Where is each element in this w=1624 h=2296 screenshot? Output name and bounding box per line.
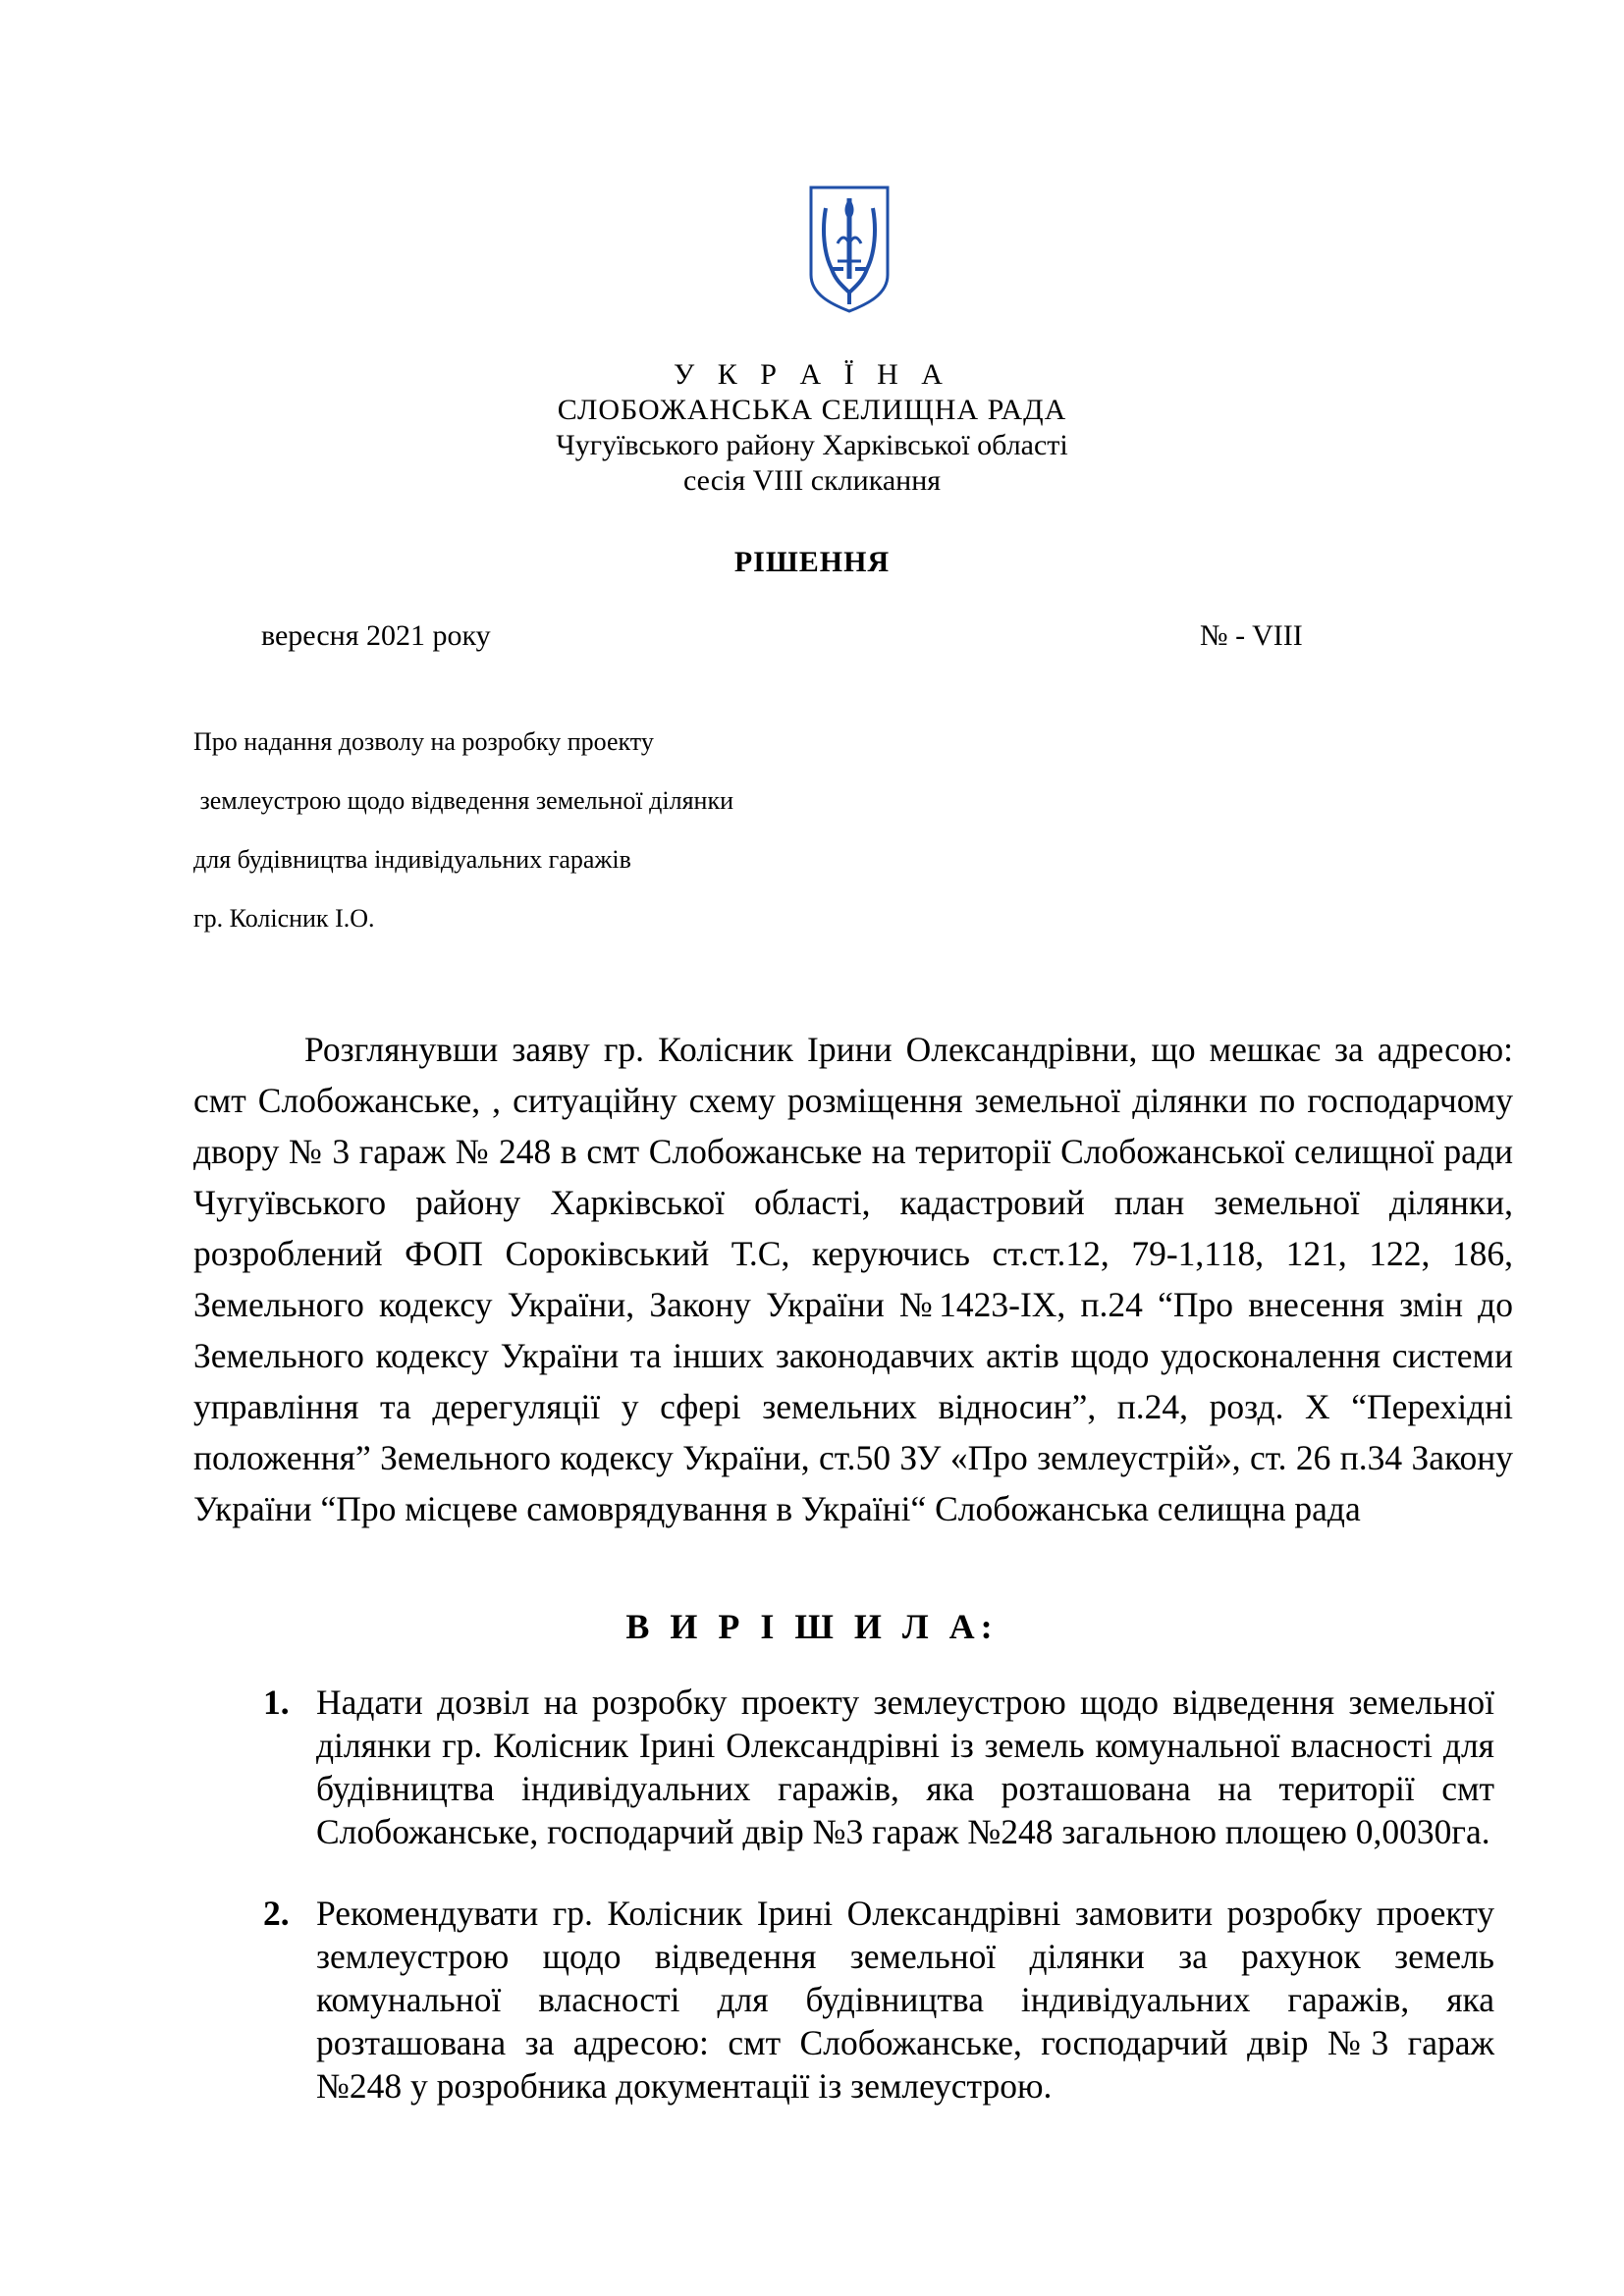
council-name: СЛОБОЖАНСЬКА СЕЛИЩНА РАДА (557, 394, 1067, 426)
district-name: Чугуївського району Харківської області (556, 429, 1068, 461)
decision-item (263, 1681, 1494, 1853)
decision-item (263, 1892, 1494, 2108)
subject-line: землеустрою щодо відведення земельної ділянки (193, 786, 733, 815)
session-info: сесія VIII скликання (682, 464, 942, 497)
subject-line: Про надання дозволу на розробку проекту (193, 727, 654, 756)
country-name: У К Р А Ї Н А (674, 358, 950, 391)
item-number: 2. (263, 1894, 290, 1933)
item-number: 1. (263, 1682, 290, 1722)
item-text: Надати дозвіл на розробку проекту землеустрою щодо відведення земельної ділянки гр. Колісник Ірині Олександрівні із земель комунальної власності для будівництва індивідуальних гаражів, яка розташована на території смт Слобожанське, господарчий двір №3 гараж №248 загальною площею 0,0030га. (316, 1682, 1494, 1851)
coat-of-arms-icon (808, 185, 891, 314)
document-number: № - VIII (1200, 619, 1303, 652)
document-date: вересня 2021 року (261, 619, 491, 652)
subject-line: гр. Колісник І.О. (193, 904, 375, 933)
preamble-paragraph: Розглянувши заяву гр. Колісник Ірини Олександрівни, що мешкає за адресою: смт Слобожанське, , ситуаційну схему розміщення земельної ділянки по господарчому двору № 3 гараж № 248 в смт Слобожанське на території Слобожанської селищної ради Чугуївського району Харківської області, кадастровий план земельної ділянки, розроблений ФОП Сороківський Т.С, керуючись ст.ст.12, 79-1,118, 121, 122, 186, Земельного кодексу України, Закону України №1423-IX, п.24 “Про внесення змін до Земельного кодексу України та інших законодавчих актів щодо удосконалення системи управління та дерегуляції у сфері земельних відносин”, п.24, розд. X “Перехідні положення” Земельного кодексу України, ст.50 ЗУ «Про землеустрій», ст. 26 п.34 Закону України “Про місцеве самоврядування в Україні“ Слобожанська селищна рада (193, 1030, 1513, 1528)
subject-line: для будівництва індивідуальних гаражів (193, 845, 631, 874)
document-title: РІШЕННЯ (733, 546, 891, 578)
decision-heading: В И Р І Ш И Л А: (625, 1607, 999, 1646)
item-text: Рекомендувати гр. Колісник Ірині Олександрівні замовити розробку проекту землеустрою щодо відведення земельної ділянки за рахунок земель комунальної власності для будівництва індивідуальних гаражів, яка розташована за адресою: смт Слобожанське, господарчий двір №3 гараж №248 у розробника документації із землеустрою. (316, 1894, 1494, 2106)
